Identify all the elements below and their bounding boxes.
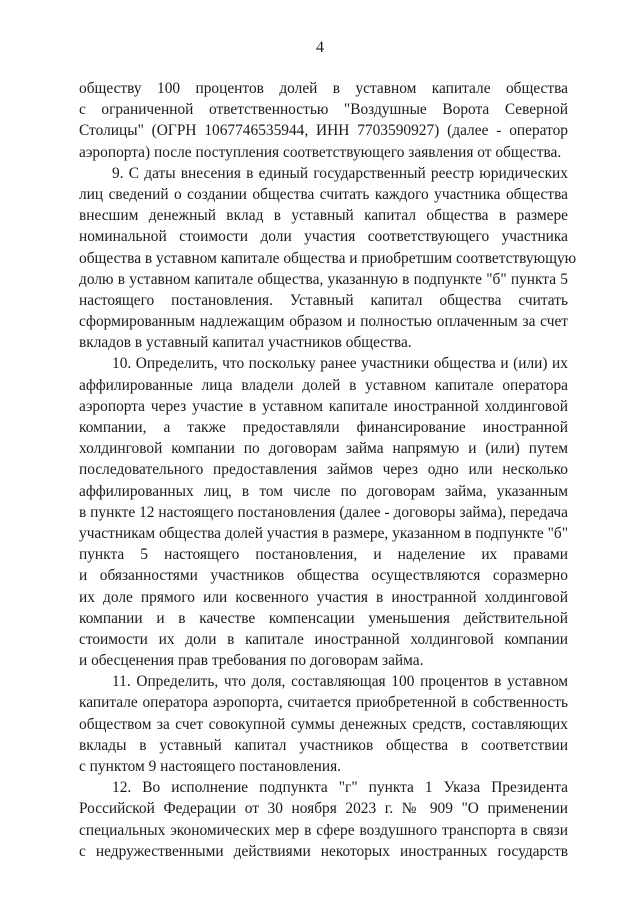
text-line: стоимости их доли в капитале иностранной холдинговой компании (79, 630, 568, 648)
text-line: последовательного предоставления займов через одно или несколько (79, 461, 568, 479)
text-line: Российской Федерации от 30 ноября 2023 г. № 909 "О применении (79, 800, 568, 818)
text-line: их доле прямого или косвенного участия в иностранной холдинговой (79, 588, 568, 606)
paragraph-item-11 (79, 671, 568, 777)
text-line: настоящего постановления. Уставный капитал общества считать (79, 291, 568, 309)
paragraph-item-12 (79, 777, 568, 862)
text-line: и обязанностями участников общества осуществляются соразмерно (79, 567, 568, 585)
text-line: 11. Определить, что доля, составляющая 100 процентов в уставном (112, 673, 568, 691)
text-line: компании, а также предоставляли финансирование иностранной (79, 419, 568, 436)
text-line: обществом за счет совокупной суммы денежных средств, составляющих (79, 715, 568, 733)
text-line: 12. Во исполнение подпункта "г" пункта 1 Указа Президента (112, 779, 568, 797)
text-line: капитале оператора аэропорта, считается приобретенной в собственность (79, 694, 568, 712)
text-line: аффилированные лица владели долей в уставном капитале оператора (79, 376, 568, 394)
text-line: и обесценения прав требования по договорам займа. (79, 652, 424, 670)
paragraph-item-9 (79, 163, 577, 354)
text-line: в пункте 12 настоящего постановления (далее - договоры займа), передача (79, 503, 568, 521)
text-line: с недружественными действиями некоторых иностранных государств (79, 842, 568, 860)
paragraph-item-10 (79, 353, 568, 671)
text-line: обществу 100 процентов долей в уставном капитале общества (79, 80, 568, 97)
text-line: компании и в качестве компенсации уменьшения действительной (79, 609, 568, 627)
text-line: общества в уставном капитале общества и приобретшим соответствующую (79, 249, 577, 267)
text-line: 9. С даты внесения в единый государственный реестр юридических (112, 164, 568, 182)
document-body (79, 78, 577, 862)
page-number: 4 (316, 39, 324, 56)
text-line: аэропорта) после поступления соответствующего заявления от общества. (79, 143, 562, 161)
text-line: вклады в уставный капитал участников общества в соответствии (79, 736, 568, 754)
text-line: лиц сведений о создании общества считать каждого участника общества (79, 185, 568, 203)
text-line: сформированным надлежащим образом и полностью оплаченным за счет (79, 313, 568, 331)
text-line: долю в уставном капитале общества, указанную в подпункте "б" пункта 5 (79, 270, 568, 288)
text-line: участникам общества долей участия в размере, указанном в подпункте "б" (79, 524, 568, 542)
text-line: внесшим денежный вклад в уставный капитал общества в размере (79, 207, 568, 225)
paragraph-continuation (79, 78, 568, 163)
text-line: аффилированных лиц, в том числе по договорам займа, указанным (79, 482, 568, 500)
text-line: с ограниченной ответственностью "Воздушные Ворота Северной (79, 101, 568, 119)
text-line: холдинговой компании по договорам займа напрямую и (или) путем (79, 440, 568, 458)
text-line: с пунктом 9 настоящего постановления. (79, 758, 342, 775)
text-line: вкладов в уставный капитал участников общества. (79, 334, 412, 352)
text-line: пункта 5 настоящего постановления, и наделение их правами (79, 546, 568, 564)
text-line: 10. Определить, что поскольку ранее участники общества и (или) их (112, 355, 568, 373)
text-line: номинальной стоимости доли участия соответствующего участника (79, 228, 568, 246)
text-line: специальных экономических мер в сфере воздушного транспорта в связи (79, 821, 568, 839)
text-line: аэропорта через участие в уставном капитале иностранной холдинговой (79, 397, 568, 415)
text-line: Столицы" (ОГРН 1067746535944, ИНН 7703590927) (далее - оператор (79, 122, 568, 140)
